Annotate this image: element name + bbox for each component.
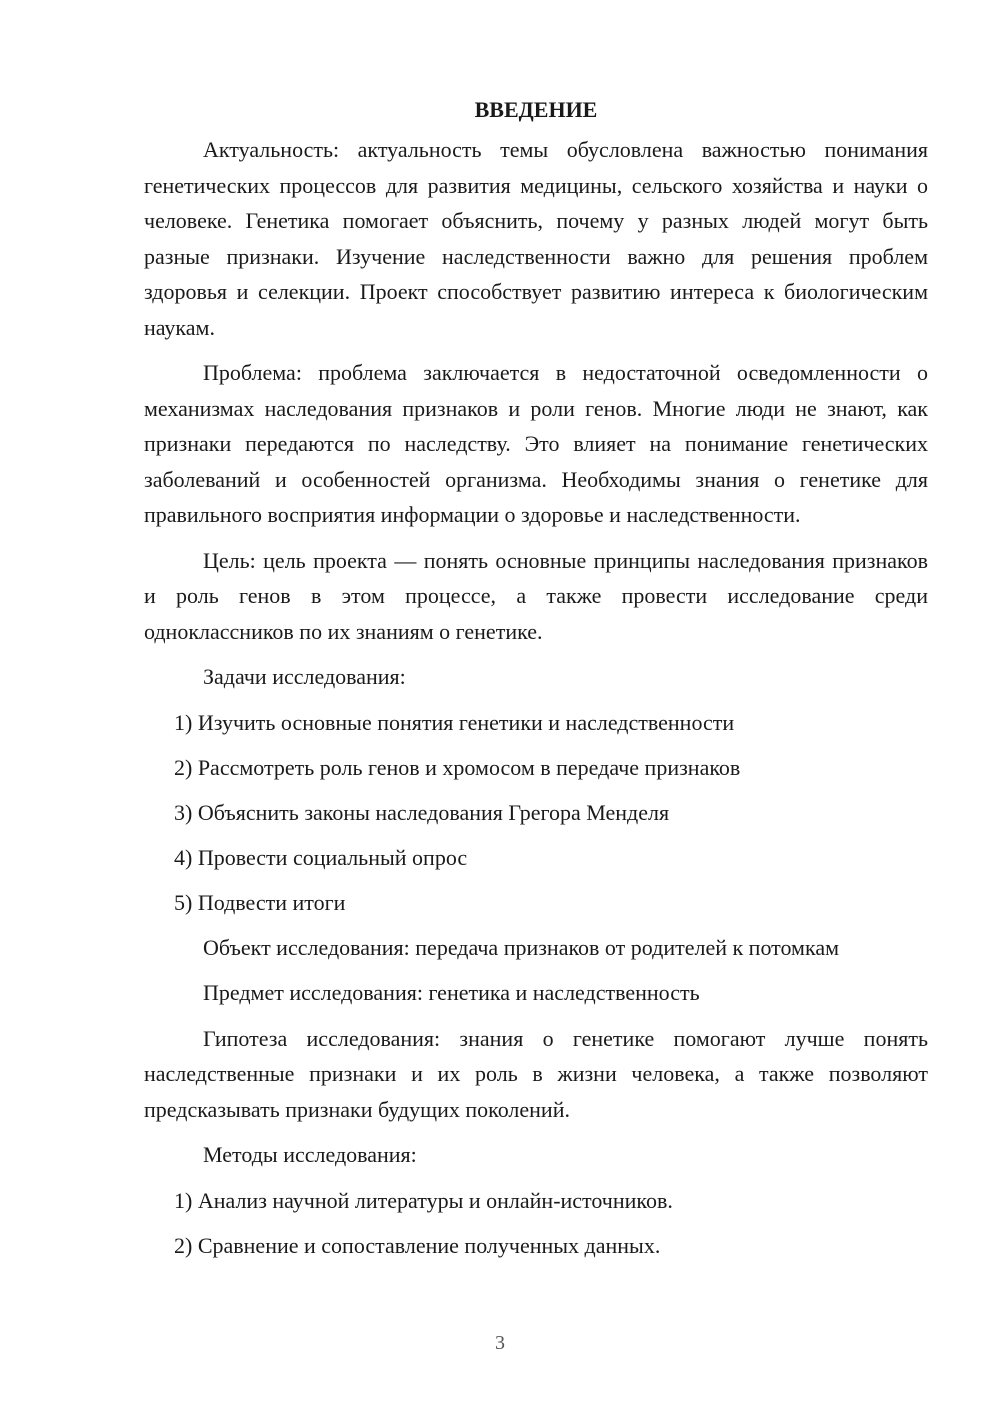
goal-paragraph: Цель: цель проекта — понять основные принципы наследования признаков и роль генов в этом процессе, а также провести исследование среди одноклассников по их знаниям о генетике.	[144, 547, 928, 644]
problem-paragraph: Проблема: проблема заключается в недостаточной осведомленности о механизмах наследования признаков и роли генов. Многие люди не знают, как признаки передаются по наследству. Это влияет на понимание генетических заболеваний и особенностей организма. Необходимы знания о генетике для правильного восприятия информации о здоровье и наследственности.	[144, 360, 928, 527]
list-item: 1) Анализ научной литературы и онлайн-источников.	[174, 1187, 673, 1213]
list-item: 2) Сравнение и сопоставление полученных данных.	[174, 1232, 661, 1258]
section-heading: ВВЕДЕНИЕ	[474, 97, 598, 122]
list-item: 2) Рассмотреть роль генов и хромосом в передаче признаков	[174, 754, 741, 780]
methods-heading: Методы исследования:	[203, 1142, 417, 1167]
tasks-list	[144, 705, 928, 921]
tasks-heading: Задачи исследования:	[203, 664, 406, 689]
relevance-paragraph: Актуальность: актуальность темы обусловлена важностью понимания генетических процессов для развития медицины, сельского хозяйства и науки о человеке. Генетика помогает объяснить, почему у разных людей могут быть разные признаки. Изучение наследственности важно для решения проблем здоровья и селекции. Проект способствует развитию интереса к биологическим наукам.	[144, 137, 928, 340]
object-line: Объект исследования: передача признаков от родителей к потомкам	[203, 934, 840, 960]
hypothesis-paragraph: Гипотеза исследования: знания о генетике помогают лучше понять наследственные признаки и их роль в жизни человека, а также позволяют предсказывать признаки будущих поколений.	[144, 1025, 928, 1122]
list-item: 1) Изучить основные понятия генетики и наследственности	[174, 709, 735, 735]
list-item: 4) Провести социальный опрос	[174, 844, 468, 870]
document-page	[144, 92, 928, 1273]
list-item: 5) Подвести итоги	[174, 889, 346, 915]
list-item: 3) Объяснить законы наследования Грегора Менделя	[174, 799, 670, 825]
subject-line: Предмет исследования: генетика и наследственность	[203, 980, 700, 1005]
methods-list	[144, 1183, 928, 1264]
page-number: 3	[495, 1332, 505, 1354]
